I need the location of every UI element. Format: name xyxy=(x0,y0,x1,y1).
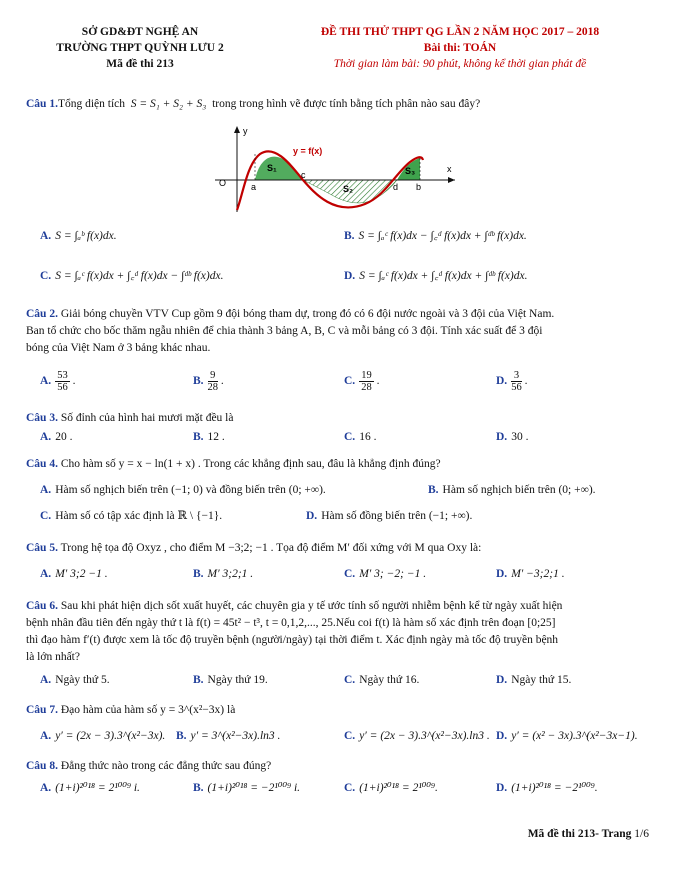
q2-option-d[interactable]: D. $\frac{3}{56}$ . xyxy=(496,370,528,393)
q1-text-a: Tổng diện tích xyxy=(57,98,126,110)
question-4: Câu 4. Cho hàm số y = x − ln(1 + x) . Trong các khẳng định sau, đâu là khẳng định đúng? xyxy=(26,458,441,470)
q7-option-a[interactable]: A. y′ = (2x − 3).3^(x²−3x). xyxy=(40,730,166,742)
q1-option-a[interactable]: A. S = ∫ₐᵇ f(x)dx. xyxy=(40,230,117,242)
exam-subject: Bài thi: TOÁN xyxy=(423,42,497,54)
q7-option-c[interactable]: C. y′ = (2x − 3).3^(x²−3x).ln3 . xyxy=(344,730,490,742)
question-3: Câu 3. Số đỉnh của hình hai mươi mặt đều là xyxy=(26,412,234,424)
func-label: y = f(x) xyxy=(293,146,323,156)
q2-label: Câu 2. xyxy=(26,308,58,320)
q1-graph xyxy=(215,124,465,212)
s3-label: S₃ xyxy=(405,166,416,176)
q4-option-a[interactable]: A. Hàm số nghịch biến trên (−1; 0) và đồng biến trên (0; +∞). xyxy=(40,484,326,496)
q1-label: Câu 1. xyxy=(26,98,58,110)
q4-option-d[interactable]: D. Hàm số đồng biến trên (−1; +∞). xyxy=(306,510,473,522)
exam-code: Mã đề thi 213 xyxy=(106,58,174,70)
q2-option-c[interactable]: C. $\frac{19}{28}$ . xyxy=(344,370,380,393)
q8-option-c[interactable]: C. (1+i)²⁰¹⁸ = 2¹⁰⁰⁹. xyxy=(344,782,438,794)
school-name: TRƯỜNG THPT QUỲNH LƯU 2 xyxy=(56,42,224,54)
q7-option-d[interactable]: D. y′ = (x² − 3x).3^(x²−3x−1). xyxy=(496,730,638,742)
q5-option-b[interactable]: B. M′ 3;2;1 . xyxy=(193,568,254,580)
q2-option-a[interactable]: A. $\frac{53}{56}$ . xyxy=(40,370,76,393)
footer-page: 1/6 xyxy=(634,828,649,840)
q3-option-d[interactable]: D. 30 . xyxy=(496,431,529,443)
q3-option-b[interactable]: B. 12 . xyxy=(193,431,225,443)
q4-option-b[interactable]: B. Hàm số nghịch biến trên (0; +∞). xyxy=(428,484,596,496)
q8-option-a[interactable]: A. (1+i)²⁰¹⁸ = 2¹⁰⁰⁹ i. xyxy=(40,782,140,794)
q6-option-a[interactable]: A. Ngày thứ 5. xyxy=(40,674,110,686)
exam-header xyxy=(270,24,650,72)
b-label: b xyxy=(416,182,422,192)
question-1 xyxy=(26,96,656,113)
question-8: Câu 8. Đẳng thức nào trong các đẳng thức sau đúng? xyxy=(26,760,272,772)
q2-option-b[interactable]: B. $\frac{9}{28}$ . xyxy=(193,370,224,393)
q6-option-b[interactable]: B. Ngày thứ 19. xyxy=(193,674,268,686)
q3-option-c[interactable]: C. 16 . xyxy=(344,431,377,443)
q5-option-d[interactable]: D. M′ −3;2;1 . xyxy=(496,568,565,580)
school-header xyxy=(40,24,240,72)
q1-formula: S = S₁ + S₂ + S₃ xyxy=(130,98,207,110)
exam-duration: Thời gian làm bài: 90 phút, không kể thời gian phát đề xyxy=(333,58,587,70)
q1-text-b: trong trong hình vẽ được tính bằng tích phân nào sau đây? xyxy=(212,98,481,110)
question-7: Câu 7. Đạo hàm của hàm số y = 3^(x²−3x) là xyxy=(26,704,236,716)
question-5: Câu 5. Trong hệ tọa độ Oxyz , cho điểm M −3;2; −1 . Tọa độ điểm M′ đối xứng với M qua Oxy là: xyxy=(26,542,482,554)
q1-option-c[interactable]: C. S = ∫ₐᶜ f(x)dx + ∫꜀ᵈ f(x)dx − ∫ᵈᵇ f(x)dx. xyxy=(40,270,224,282)
q8-option-d[interactable]: D. (1+i)²⁰¹⁸ = −2¹⁰⁰⁹. xyxy=(496,782,598,794)
q7-option-b[interactable]: B. y′ = 3^(x²−3x).ln3 . xyxy=(176,730,281,742)
q8-option-b[interactable]: B. (1+i)²⁰¹⁸ = −2¹⁰⁰⁹ i. xyxy=(193,782,301,794)
q3-option-a[interactable]: A. 20 . xyxy=(40,431,73,443)
region-s1 xyxy=(255,157,303,180)
question-6: Câu 6. Sau khi phát hiện dịch sốt xuất huyết, các chuyên gia y tế ước tính số người nhiễm bệnh kể từ ngày xuất hiện bệnh nhân đầu tiên đến ngày thứ t là f(t) = 45t² − t³, t = 0,1,2,..., 25.Nếu coi f(t) là hàm số xác định trên đoạn [0;25] thì đạo hàm f′(t) được xem là tốc độ truyền bệnh (người/ngày) tại thời điểm t. Xác định ngày mà tốc độ truyền bệnh là lớn nhất? xyxy=(26,600,563,663)
q5-option-c[interactable]: C. M′ 3; −2; −1 . xyxy=(344,568,427,580)
q5-option-a[interactable]: A. M′ 3;2 −1 . xyxy=(40,568,108,580)
department: SỞ GD&ĐT NGHỆ AN xyxy=(81,26,199,38)
x-label: x xyxy=(447,164,452,174)
q1-option-d[interactable]: D. S = ∫ₐᶜ f(x)dx + ∫꜀ᵈ f(x)dx + ∫ᵈᵇ f(x)dx. xyxy=(344,270,528,282)
q6-option-c[interactable]: C. Ngày thứ 16. xyxy=(344,674,420,686)
q4-option-c[interactable]: C. Hàm số có tập xác định là ℝ \ {−1}. xyxy=(40,510,223,522)
q6-option-d[interactable]: D. Ngày thứ 15. xyxy=(496,674,572,686)
page-footer xyxy=(528,828,649,840)
origin-label: O xyxy=(219,178,227,188)
c-label: c xyxy=(301,170,306,180)
s2-label: S₂ xyxy=(343,184,354,194)
question-2: Câu 2. Giải bóng chuyền VTV Cup gồm 9 đội bóng tham dự, trong đó có 6 đội nước ngoài và 3 đội của Việt Nam. Ban tổ chức cho bốc thăm ngẫu nhiên để chia thành 3 bảng A, B, C và mỗi bảng có 3 đội. Tính xác suất để 3 đội bóng của Việt Nam ở 3 bảng khác nhau. xyxy=(26,308,555,354)
footer-code: Mã đề thi 213- Trang xyxy=(527,828,632,840)
d-label: d xyxy=(393,182,399,192)
a-label: a xyxy=(251,182,257,192)
q1-option-b[interactable]: B. S = ∫ₐᶜ f(x)dx − ∫꜀ᵈ f(x)dx + ∫ᵈᵇ f(x)dx. xyxy=(344,230,527,242)
y-label: y xyxy=(243,126,248,136)
s1-label: S₁ xyxy=(267,163,277,173)
exam-title: ĐỀ THI THỬ THPT QG LẦN 2 NĂM HỌC 2017 – 2018 xyxy=(320,26,600,38)
